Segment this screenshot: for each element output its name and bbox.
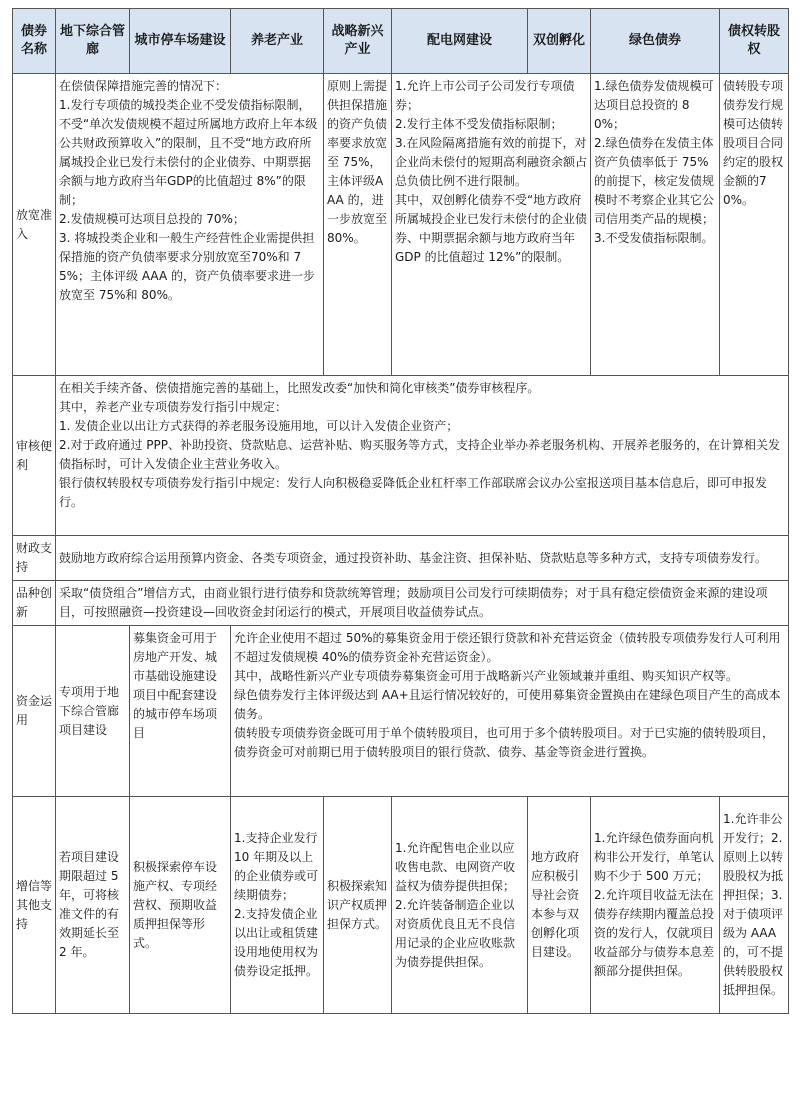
cell-line: 1.允许上市公司子公司发行专项债券； [395,79,575,112]
cell-line: 1.允许绿色债券面向机构非公开发行，单笔认购不少于 500 万元； [594,831,715,883]
fiscal-cell: 鼓励地方政府综合运用预算内资金、各类专项资金，通过投资补助、基金注资、担保补贴、贷款贴息等多种方式，支持专项债券发行。 [56,536,789,581]
loose-access-cell-tunnel-parking-care [56,74,324,376]
variety-cell: 采取“债贷组合”增信方式，由商业银行进行债券和贷款统筹管理；鼓励项目公司发行可续期债券；对于具有稳定偿债资金来源的建设项目，可按照融资—投资建设—回收资金封闭运行的模式，开展项目收益债券试点。 [56,581,789,626]
header-green-bond: 绿色债券 [591,9,720,74]
cell-line: 2.发债规模可达项目总投的 70%； [59,212,245,226]
cell-line: 3.不受发债指标限制。 [594,231,714,245]
loose-access-cell-strategic: 原则上需提供担保措施的资产负债率要求放宽至 75%，主体评级AAA 的，进一步放宽至 80%。 [324,74,392,376]
row-label-fiscal: 财政支持 [13,536,56,581]
cell-line: 1.允许配售电企业以应收售电款、电网资产收益权为债券提供担保； [395,840,516,893]
cell-line: 其中，养老产业专项债券发行指引中规定： [59,400,288,414]
cell-line: 1. 发债企业以出让方式获得的养老服务设施用地，可以计入发债企业资产； [59,419,459,433]
cell-line: 1.支持企业发行 10 年期及以上的企业债券或可续期债券； [234,831,319,902]
cell-line: 绿色债券发行主体评级达到 AA+且运行情况较好的，可使用募集资金置换由在建绿色项目产生的高成本债务。 [234,688,781,721]
credit-cell-parking: 积极探索停车设施产权、专项经营权、预期收益质押担保等形式。 [130,797,231,1014]
fund-use-cell-parking: 募集资金可用于房地产开发、城市基础设施建设项目中配套建设的城市停车场项目 [130,626,231,797]
table-header-row [13,9,789,74]
cell-line: 允许企业使用不超过 50%的募集资金用于偿还银行贷款和补充营运资金（债转股专项债券发行人可利用不超过发债规模 40%的债券资金补充营运资金）。 [234,631,781,664]
cell-line: 3. 将城投类企业和一般生产经营性企业需提供担保措施的资产负债率要求分别放宽至70%和 75%；主体评级 AAA 的，资产负债率要求进一步放宽至 75%和 80%。 [59,231,315,302]
header-innovation-incubation: 双创孵化 [528,9,591,74]
table-row-loose-access [13,74,789,376]
header-debt-to-equity: 债权转股权 [720,9,789,74]
cell-line: 在偿债保障措施完善的情况下： [59,79,228,93]
header-strategic-emerging: 战略新兴产业 [324,9,392,74]
credit-cell-debt-equity: 1.允许非公开发行；2.原则上以转股股权为抵押担保；3.对于债项评级为 AAA 的，可不提供转股股权抵押担保。 [720,797,789,1014]
cell-line: 2.支持发债企业以出让或租赁建设用地使用权为债券设定抵押。 [234,907,319,978]
table-row-review [13,376,789,536]
cell-line: 1.绿色债券发债规模可达项目总投资的 80%； [594,79,714,131]
cell-line: 3.在风险隔离措施有效的前提下，对企业尚未偿付的短期高利融资余额占总负债比例不进行限制。 [395,136,588,188]
loose-access-cell-green [591,74,720,376]
row-label-credit-support: 增信等其他支持 [13,797,56,1014]
cell-line: 1.发行专项债的城投类企业不受发债指标限制，不受“单次发债规模不超过所属地方政府上年本级公共财政预算收入”的限制，且不受“地方政府所属城投企业已发行未偿付的企业债券、中期票据余额与地方政府当年GDP的比值超过 8%”的限制； [59,98,318,207]
credit-cell-care [231,797,324,1014]
table-row-fund-use [13,626,789,797]
fund-use-cell-others [231,626,789,797]
bond-policy-table [12,8,789,1014]
row-label-review: 审核便利 [13,376,56,536]
cell-line: 2.允许装备制造企业以对资质优良且无不良信用记录的企业应收账款为债券提供担保。 [395,897,516,969]
header-bond-name: 债券名称 [13,9,56,74]
table-row-credit-support [13,797,789,1014]
loose-access-cell-debt-equity: 债转股专项债券发行规模可达债转股项目合同约定的股权金额的70%。 [720,74,789,376]
table-row-variety [13,581,789,626]
fund-use-cell-tunnel: 专项用于地下综合管廊项目建设 [56,626,130,797]
row-label-variety: 品种创新 [13,581,56,626]
cell-line: 银行债权转股权专项债券发行指引中规定：发行人向积极稳妥降低企业杠杆率工作部联席会议办公室报送项目基本信息后，即可申报发行。 [59,476,768,509]
cell-line: 其中，双创孵化债券不受“地方政府所属城投企业已发行未偿付的企业债券、中期票据余额与地方政府当年 GDP 的比值超过 12%”的限制。 [395,193,588,264]
cell-line: 2.发行主体不受发债指标限制； [395,117,563,131]
header-utility-tunnel: 地下综合管廊 [56,9,130,74]
cell-line: 2.允许项目收益无法在债券存续期内覆盖总投资的发行人，仅就项目收益部分与债券本息差额部分提供担保。 [594,888,715,978]
row-label-loose-access: 放宽准入 [13,74,56,376]
credit-cell-incubation: 地方政府应积极引导社会资本参与双创孵化项目建设。 [528,797,591,1014]
cell-line: 2.绿色债券在发债主体资产负债率低于 75%的前提下，核定发债规模时不考察企业其它公司信用类产品的规模； [594,136,715,226]
review-cell [56,376,789,536]
row-label-fund-use: 资金运用 [13,626,56,797]
credit-cell-strategic: 积极探索知识产权质押担保方式。 [324,797,392,1014]
cell-line: 其中，战略性新兴产业专项债券募集资金可用于战略新兴产业领域兼并重组、购买知识产权等。 [234,669,739,683]
credit-cell-green [591,797,720,1014]
cell-line: 2.对于政府通过 PPP、补助投资、贷款贴息、运营补贴、购买服务等方式，支持企业举办养老服务机构、开展养老服务的，在计算相关发债指标时，可计入发债企业主营业务收入。 [59,438,780,471]
loose-access-cell-grid-incubation [392,74,591,376]
header-distribution-grid: 配电网建设 [392,9,528,74]
header-parking-lot: 城市停车场建设 [130,9,231,74]
header-elderly-care: 养老产业 [231,9,324,74]
credit-cell-tunnel: 若项目建设期限超过 5 年，可将核准文件的有效期延长至 2 年。 [56,797,130,1014]
table-row-fiscal [13,536,789,581]
cell-line: 债转股专项债券资金既可用于单个债转股项目，也可用于多个债转股项目。对于已实施的债转股项目，债券资金可对前期已用于债转股项目的银行贷款、债券、基金等资金进行置换。 [234,726,775,759]
cell-line: 在相关手续齐备、偿债措施完善的基础上，比照发改委“加快和简化审核类”债券审核程序。 [59,381,540,395]
credit-cell-grid [392,797,528,1014]
